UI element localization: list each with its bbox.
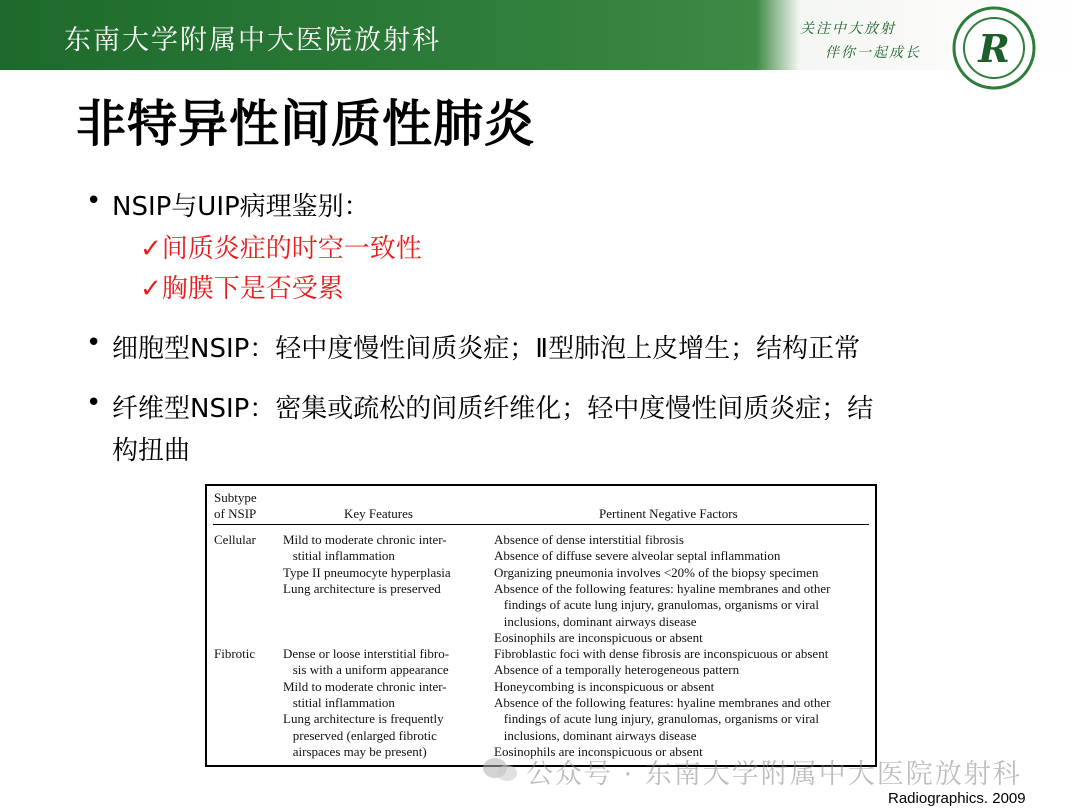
bullet-dot: • — [86, 328, 102, 358]
subtype-cell: Fibrotic — [214, 646, 256, 661]
feature-line: Dense or loose interstitial fibro- — [283, 646, 450, 661]
subtype-cell: Cellular — [214, 532, 256, 547]
bullet-dot: • — [86, 186, 102, 216]
header-rule — [213, 524, 869, 525]
negative-factor-line: Eosinophils are inconspicuous or absent — [494, 629, 703, 645]
hospital-logo-icon — [952, 6, 1036, 90]
feature-line: Lung architecture is preserved — [283, 580, 441, 596]
negative-factor-line: Organizing pneumonia involves <20% of the biopsy specimen — [494, 564, 819, 580]
negative-factor-line: Absence of a temporally heterogeneous pattern — [494, 662, 740, 678]
banner-title: 东南大学附属中大医院放射科 — [64, 25, 441, 56]
feature-line: Lung architecture is frequently — [283, 711, 444, 727]
bullet-fibrotic-line1: 纤维型NSIP：密集或疏松的间质纤维化；轻中度慢性间质炎症；结 — [112, 394, 874, 424]
feature-line: stitial inflammation — [283, 548, 395, 564]
negative-factor-line: Absence of dense interstitial fibrosis — [494, 532, 684, 547]
negative-factor-line: Fibroblastic foci with dense fibrosis are inconspicuous or absent — [494, 646, 829, 661]
negative-factor-line: Honeycombing is inconspicuous or absent — [494, 678, 715, 694]
bullet-nsip-uip: NSIP与UIP病理鉴别： — [112, 192, 370, 222]
feature-line: stitial inflammation — [283, 694, 395, 710]
logo-letter: R — [978, 26, 1010, 71]
header-subtype-2: of NSIP — [214, 506, 257, 521]
wechat-icon — [480, 756, 520, 784]
watermark-text: 公众号 · 东南大学附属中大医院放射科 — [526, 759, 1022, 790]
negative-factor-line: Absence of diffuse severe alveolar septal inflammation — [494, 548, 781, 564]
header-negative-factors: Pertinent Negative Factors — [599, 506, 738, 521]
feature-line: Mild to moderate chronic inter- — [283, 532, 447, 547]
check-item-subpleural: ✓胸膜下是否受累 — [140, 274, 344, 304]
negative-factor-line: findings of acute lung injury, granulomas, organisms or viral — [494, 711, 819, 727]
negative-factor-line: Absence of the following features: hyaline membranes and other — [494, 580, 831, 596]
citation: Radiographics. 2009 — [888, 790, 1026, 807]
negative-factor-line: findings of acute lung injury, granulomas, organisms or viral — [494, 597, 819, 613]
feature-line: Mild to moderate chronic inter- — [283, 678, 447, 694]
negative-factor-line: Absence of the following features: hyaline membranes and other — [494, 694, 831, 710]
header-subtype-1: Subtype — [214, 490, 257, 505]
check-item-temporal: ✓间质炎症的时空一致性 — [140, 234, 422, 264]
slogan-line-1: 关注中大放射 — [800, 21, 896, 37]
feature-line: airspaces may be present) — [283, 743, 427, 759]
bullet-cellular: 细胞型NSIP：轻中度慢性间质炎症；Ⅱ型肺泡上皮增生；结构正常 — [112, 334, 861, 364]
slogan-line-2: 伴你一起成长 — [825, 45, 921, 61]
negative-factor-line: inclusions, dominant airways disease — [494, 613, 697, 629]
negative-factor-line: inclusions, dominant airways disease — [494, 727, 697, 743]
bullet-fibrotic-line2: 构扭曲 — [112, 436, 191, 466]
header-key-features: Key Features — [344, 506, 413, 521]
feature-line: preserved (enlarged fibrotic — [283, 727, 437, 743]
page-title: 非特异性间质性肺炎 — [76, 95, 535, 153]
negative-factor-line: Eosinophils are inconspicuous or absent — [494, 743, 703, 759]
bullet-dot: • — [86, 388, 102, 418]
nsip-table — [205, 484, 877, 767]
feature-line: sis with a uniform appearance — [283, 662, 449, 678]
feature-line: Type II pneumocyte hyperplasia — [283, 564, 451, 580]
